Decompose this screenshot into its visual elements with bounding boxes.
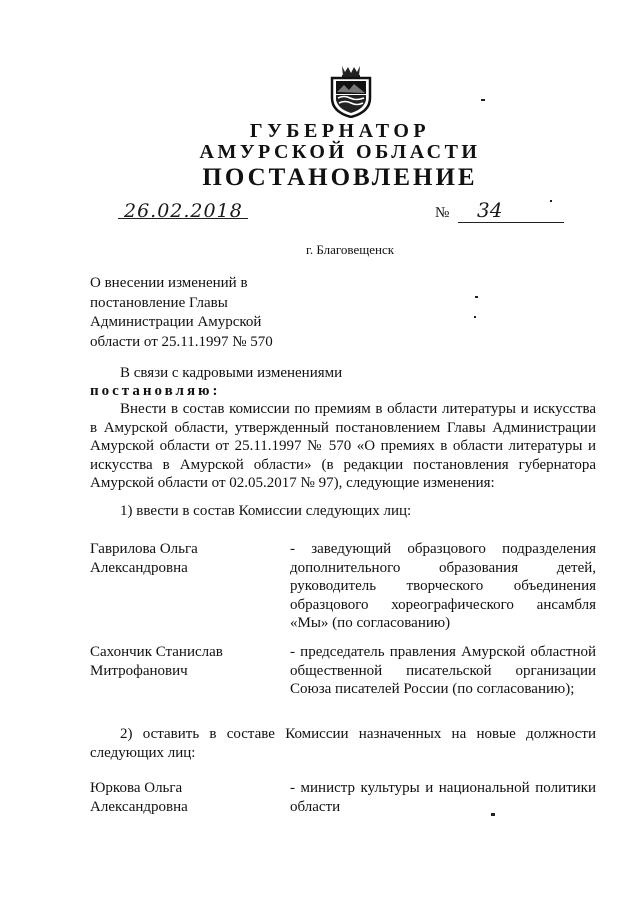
handwritten-date: 26.02.2018 bbox=[124, 200, 243, 222]
scan-speck bbox=[475, 296, 478, 298]
header-governor: ГУБЕРНАТОР bbox=[249, 120, 431, 142]
member-role: - заведующий образцового подразделения дополнительного образования детей, руководитель творческого объединения образцового хореографического ансамбля «Мы» (по согласованию) bbox=[290, 541, 596, 631]
subject-line: О внесении изменений в bbox=[90, 275, 248, 291]
member-name: Сахончик Станислав Митрофанович bbox=[90, 644, 223, 679]
city-line: г. Благовещенск bbox=[305, 242, 395, 257]
member-name: Гаврилова Ольга Александровна bbox=[90, 541, 198, 576]
member-role: - председатель правления Амурской областной общественной писательской организации Союза писателей России (по согласованию); bbox=[290, 644, 596, 697]
scan-speck bbox=[474, 316, 476, 318]
subject-line: области от 25.11.1997 № 570 bbox=[90, 333, 273, 350]
scan-speck bbox=[491, 813, 495, 816]
intro-paragraph: В связи с кадровыми изменениями bbox=[120, 365, 343, 381]
date-underline bbox=[118, 218, 248, 219]
item-2-heading: 2) оставить в составе Комиссии назначенных на новые должности следующих лиц: bbox=[90, 726, 596, 761]
subject-block bbox=[90, 274, 310, 352]
coat-of-arms-icon bbox=[330, 64, 372, 118]
member-role: - министр культуры и национальной политики области bbox=[290, 780, 596, 815]
subject-line: постановление Главы bbox=[90, 294, 228, 311]
main-paragraph: Внести в состав комиссии по премиям в области литературы и искусства в Амурской области, утвержденный постановлением Главы Администрации Амурской области от 25.11.1997 № 570 «О премиях в области литературы и искусства в Амурской области» (в редакции постановления губернатора Амурской области от 02.05.2017 № 97), следующие изменения: bbox=[90, 401, 596, 491]
number-underline bbox=[458, 222, 564, 223]
member-name: Юркова Ольга Александровна bbox=[90, 780, 188, 815]
document-type-title: ПОСТАНОВЛЕНИЕ bbox=[202, 164, 478, 191]
scan-speck bbox=[481, 99, 485, 101]
item-1-heading: 1) ввести в состав Комиссии следующих лиц: bbox=[120, 503, 412, 519]
number-label: № bbox=[435, 205, 450, 221]
handwritten-number: 34 bbox=[477, 198, 503, 222]
header-region: АМУРСКОЙ ОБЛАСТИ bbox=[199, 141, 481, 163]
subject-line: Администрации Амурской bbox=[90, 314, 262, 330]
scan-speck bbox=[550, 200, 552, 202]
decree-word: постановляю: bbox=[90, 383, 221, 399]
